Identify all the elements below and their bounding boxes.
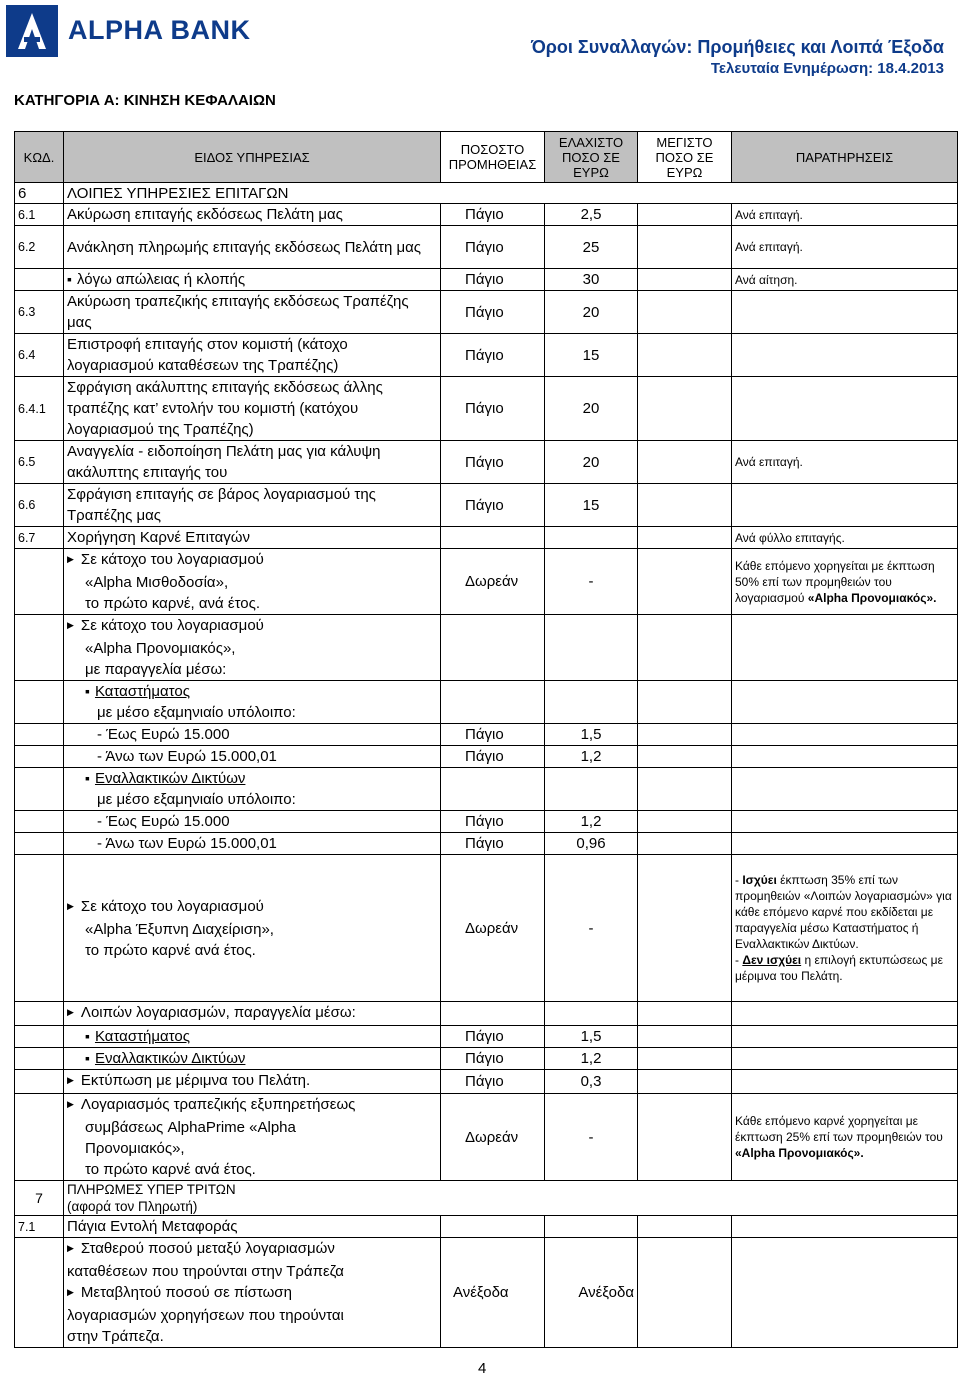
- row-max: [638, 549, 732, 615]
- row-desc: Χορήγηση Καρνέ Επιταγών: [64, 527, 441, 549]
- row-pct: Πάγιο: [441, 226, 545, 269]
- table-row: [15, 833, 958, 855]
- row-min: -: [545, 549, 638, 615]
- row-desc: Επιστροφή επιταγής στον κομιστή (κάτοχο λογαριασμού καταθέσεων της Τραπέζης): [64, 334, 441, 377]
- row-min: [545, 1216, 638, 1238]
- row-pct: Πάγιο: [441, 484, 545, 527]
- row-pct: Δωρεάν: [441, 549, 545, 615]
- table-row: [15, 681, 958, 724]
- row-min: [545, 768, 638, 811]
- row-max: [638, 724, 732, 746]
- bullet-triangle-icon: [67, 898, 81, 915]
- row-desc-line: το πρώτο καρνέ ανά έτος.: [85, 941, 256, 959]
- table-row: [15, 226, 958, 269]
- row-pct: Πάγιο: [441, 204, 545, 226]
- row-desc-line: Σταθερού ποσού μεταξύ λογαριασμών: [80, 1240, 335, 1257]
- row-desc-line: Λοιπών λογαριασμών, παραγγελία μέσω:: [80, 1004, 356, 1021]
- header-service: ΕΙΔΟΣ ΥΠΗΡΕΣΙΑΣ: [64, 132, 441, 183]
- row-desc-line: - Έως Ευρώ 15.000: [97, 813, 230, 830]
- row-desc-line: «Alpha Προνομιακός»,: [85, 640, 236, 657]
- row-code: [15, 833, 64, 855]
- row-min: 25: [545, 226, 638, 269]
- table-row: [15, 724, 958, 746]
- remark-text: -: [735, 953, 743, 967]
- row-min: 20: [545, 377, 638, 441]
- row-max: [638, 226, 732, 269]
- row-min: 0,3: [545, 1070, 638, 1094]
- row-code: [15, 1070, 64, 1094]
- row-desc-line: με μέσο εξαμηνιαίο υπόλοιπο:: [97, 704, 296, 721]
- row-max: [638, 768, 732, 811]
- bullet-triangle-icon: [67, 617, 81, 634]
- row-pct: [441, 527, 545, 549]
- row-desc: Ακύρωση επιταγής εκδόσεως Πελάτη μας: [64, 204, 441, 226]
- row-max: [638, 1026, 732, 1048]
- table-row: [15, 334, 958, 377]
- row-desc: [64, 746, 441, 768]
- row-desc-line: Καταστήματος: [94, 1028, 190, 1045]
- table-row: [15, 1048, 958, 1070]
- row-max: [638, 811, 732, 833]
- row-remark: [732, 746, 958, 768]
- row-code: 6.5: [15, 441, 64, 484]
- section-row: [15, 183, 958, 204]
- row-remark: [732, 855, 958, 1002]
- row-min: [545, 527, 638, 549]
- row-min: 1,2: [545, 1048, 638, 1070]
- row-desc-line: Προνομιακός»,: [85, 1140, 185, 1157]
- row-remark: [732, 833, 958, 855]
- header-remarks: ΠΑΡΑΤΗΡΗΣΕΙΣ: [732, 132, 958, 183]
- row-desc: Ακύρωση τραπεζικής επιταγής εκδόσεως Τραπέζης μας: [64, 291, 441, 334]
- row-desc-line: «Alpha Μισθοδοσία»,: [85, 574, 229, 591]
- row-code: [15, 1048, 64, 1070]
- row-max: [638, 1002, 732, 1026]
- row-desc-line: καταθέσεων που τηρούνται στην Τράπεζα: [67, 1263, 344, 1280]
- row-max: [638, 746, 732, 768]
- row-desc: [64, 1070, 441, 1094]
- row-min: 30: [545, 269, 638, 291]
- remark-text: έκπτωση 35% επί των προμηθειών «Λοιπών λογαριασμών» για κάθε επόμενο καρνέ που εκδίδεται με παραγγελία μέσω Καταστήματος ή Εναλλακτικών Δικτύων.: [735, 873, 952, 951]
- row-desc-line: στην Τράπεζα.: [67, 1328, 164, 1345]
- row-desc-text: λόγω απώλειας ή κλοπής: [76, 271, 246, 288]
- table-row: [15, 377, 958, 441]
- row-pct: Ανέξοδα: [441, 1238, 545, 1348]
- row-code: 6.3: [15, 291, 64, 334]
- row-max: [638, 681, 732, 724]
- table-row: [15, 291, 958, 334]
- bullet-square-icon: [85, 1028, 95, 1045]
- row-code: [15, 1238, 64, 1348]
- row-code: [15, 855, 64, 1002]
- row-desc: [64, 1026, 441, 1048]
- row-code: 7.1: [15, 1216, 64, 1238]
- row-min: 20: [545, 441, 638, 484]
- row-max: [638, 855, 732, 1002]
- row-desc-line: «Alpha Έξυπνη Διαχείριση»,: [85, 920, 274, 938]
- row-max: [638, 441, 732, 484]
- row-max: [638, 1070, 732, 1094]
- row-min: 15: [545, 334, 638, 377]
- row-code: 6.7: [15, 527, 64, 549]
- header-pct: ΠΟΣΟΣΤΟ ΠΡΟΜΗΘΕΙΑΣ: [441, 132, 545, 183]
- row-desc: [64, 681, 441, 724]
- row-desc: [64, 1002, 441, 1026]
- row-min: 1,2: [545, 746, 638, 768]
- row-min: 0,96: [545, 833, 638, 855]
- bullet-triangle-icon: [67, 551, 81, 568]
- row-desc-line: Σε κάτοχο του λογαριασμού: [80, 617, 264, 634]
- row-code: [15, 269, 64, 291]
- row-desc-line: με μέσο εξαμηνιαίο υπόλοιπο:: [97, 791, 296, 808]
- row-remark: [732, 484, 958, 527]
- table-row: [15, 1002, 958, 1026]
- remark-text: Κάθε επόμενο καρνέ χορηγείται με έκπτωση 25% επί των προμηθειών του: [735, 1114, 943, 1144]
- table-row: [15, 1238, 958, 1348]
- row-remark: Ανά επιταγή.: [732, 204, 958, 226]
- row-desc: Αναγγελία - ειδοποίηση Πελάτη μας για κάλυψη ακάλυπτης επιταγής του: [64, 441, 441, 484]
- section-code: 6: [15, 183, 64, 204]
- section-row: [15, 1181, 958, 1216]
- row-pct: [441, 615, 545, 681]
- row-pct: Πάγιο: [441, 1048, 545, 1070]
- row-desc-line: Λογαριασμός τραπεζικής εξυπηρετήσεως: [80, 1096, 356, 1113]
- table-row: [15, 269, 958, 291]
- row-desc-line: το πρώτο καρνέ ανά έτος.: [85, 1161, 256, 1178]
- row-remark: [732, 1094, 958, 1181]
- remark-text: Κάθε επόμενο χορηγείται με έκπτωση 50% επί των προμηθειών του λογαριασμού: [735, 558, 935, 605]
- row-remark: [732, 334, 958, 377]
- row-code: [15, 615, 64, 681]
- table-row: [15, 1026, 958, 1048]
- row-remark: [732, 1238, 958, 1348]
- row-pct: Πάγιο: [441, 746, 545, 768]
- row-min: [545, 681, 638, 724]
- section-title-line: ΠΛΗΡΩΜΕΣ ΥΠΕΡ ΤΡΙΤΩΝ: [67, 1182, 236, 1197]
- category-title: ΚΑΤΗΓΟΡΙΑ Α: ΚΙΝΗΣΗ ΚΕΦΑΛΑΙΩΝ: [14, 92, 276, 109]
- last-updated: Τελευταία Ενημέρωση: 18.4.2013: [710, 60, 944, 77]
- row-desc-line: - Άνω των Ευρώ 15.000,01: [97, 748, 277, 765]
- row-max: [638, 1048, 732, 1070]
- header-code: ΚΩΔ.: [15, 132, 64, 183]
- row-min: Ανέξοδα: [545, 1238, 638, 1348]
- section-title: [64, 1181, 958, 1216]
- row-remark: [732, 811, 958, 833]
- row-code: [15, 746, 64, 768]
- row-desc: [64, 1048, 441, 1070]
- row-max: [638, 833, 732, 855]
- row-max: [638, 484, 732, 527]
- bullet-triangle-icon: [67, 1096, 81, 1113]
- row-code: 6.6: [15, 484, 64, 527]
- row-code: 6.1: [15, 204, 64, 226]
- row-desc: Πάγια Εντολή Μεταφοράς: [64, 1216, 441, 1238]
- table-row: [15, 811, 958, 833]
- bullet-triangle-icon: [67, 1240, 81, 1257]
- row-max: [638, 204, 732, 226]
- row-pct: Πάγιο: [441, 1026, 545, 1048]
- row-desc-line: συμβάσεως AlphaPrime «Alpha: [85, 1119, 296, 1136]
- row-desc: Σφράγιση ακάλυπτης επιταγής εκδόσεως άλλης τραπέζης κατ’ εντολήν του κομιστή (κατόχου λογαριασμού της Τραπέζης): [64, 377, 441, 441]
- row-remark: Ανά φύλλο επιταγής.: [732, 527, 958, 549]
- row-desc: [64, 855, 441, 1002]
- row-pct: Δωρεάν: [441, 1094, 545, 1181]
- bullet-triangle-icon: [67, 1284, 81, 1301]
- row-desc-line: λογαριασμών χορηγήσεων που τηρούνται: [67, 1307, 344, 1324]
- bullet-triangle-icon: [67, 1004, 81, 1021]
- row-desc: [64, 1094, 441, 1181]
- bullet-square-icon: [67, 271, 77, 288]
- bullet-square-icon: [85, 1050, 95, 1067]
- row-desc: [64, 269, 441, 291]
- row-remark: [732, 1002, 958, 1026]
- row-desc-line: - Έως Ευρώ 15.000: [97, 726, 230, 743]
- row-code: 6.4: [15, 334, 64, 377]
- row-remark: [732, 1070, 958, 1094]
- table-row: [15, 549, 958, 615]
- row-desc-line: Εναλλακτικών Δικτύων: [94, 770, 246, 787]
- fees-table: [14, 131, 958, 1348]
- row-desc-line: Σε κάτοχο του λογαριασμού: [80, 551, 264, 568]
- header-max: ΜΕΓΙΣΤΟ ΠΟΣΟ ΣΕ ΕΥΡΩ: [638, 132, 732, 183]
- remark-bold: «Alpha Προνομιακός».: [807, 590, 937, 605]
- row-desc-line: Καταστήματος: [94, 683, 190, 700]
- row-remark: Ανά αίτηση.: [732, 269, 958, 291]
- row-max: [638, 269, 732, 291]
- row-desc: Ανάκληση πληρωμής επιταγής εκδόσεως Πελάτη μας: [64, 226, 441, 269]
- row-desc: [64, 1238, 441, 1348]
- row-remark: [732, 377, 958, 441]
- row-pct: Πάγιο: [441, 377, 545, 441]
- row-max: [638, 1094, 732, 1181]
- row-desc: [64, 768, 441, 811]
- row-remark: [732, 1026, 958, 1048]
- row-code: 6.2: [15, 226, 64, 269]
- table-row: [15, 1216, 958, 1238]
- row-pct: Πάγιο: [441, 269, 545, 291]
- row-remark: [732, 291, 958, 334]
- row-min: 1,5: [545, 1026, 638, 1048]
- row-pct: Πάγιο: [441, 811, 545, 833]
- section-title-line: (αφορά τον Πληρωτή): [67, 1199, 198, 1214]
- row-code: [15, 1002, 64, 1026]
- row-desc-line: με παραγγελία μέσω:: [85, 661, 227, 678]
- table-row: [15, 1070, 958, 1094]
- row-min: [545, 1002, 638, 1026]
- row-code: [15, 724, 64, 746]
- row-code: [15, 768, 64, 811]
- table-row: [15, 615, 958, 681]
- row-max: [638, 527, 732, 549]
- row-desc: [64, 833, 441, 855]
- row-min: 1,2: [545, 811, 638, 833]
- row-pct: Δωρεάν: [441, 855, 545, 1002]
- row-remark: [732, 681, 958, 724]
- row-desc: [64, 811, 441, 833]
- row-remark: [732, 724, 958, 746]
- row-pct: Πάγιο: [441, 724, 545, 746]
- row-remark: Ανά επιταγή.: [732, 226, 958, 269]
- row-pct: Πάγιο: [441, 291, 545, 334]
- bullet-triangle-icon: [67, 1072, 81, 1089]
- row-pct: Πάγιο: [441, 1070, 545, 1094]
- row-min: 15: [545, 484, 638, 527]
- table-row: [15, 441, 958, 484]
- row-pct: Πάγιο: [441, 334, 545, 377]
- row-desc: [64, 724, 441, 746]
- row-max: [638, 1238, 732, 1348]
- table-row: [15, 746, 958, 768]
- row-remark: [732, 615, 958, 681]
- row-desc-line: - Άνω των Ευρώ 15.000,01: [97, 835, 277, 852]
- row-desc: [64, 615, 441, 681]
- row-pct: [441, 768, 545, 811]
- row-pct: [441, 1216, 545, 1238]
- row-desc-line: Εναλλακτικών Δικτύων: [94, 1050, 246, 1067]
- row-desc-line: Σε κάτοχο του λογαριασμού: [80, 897, 264, 915]
- row-pct: [441, 1002, 545, 1026]
- remark-bold: «Alpha Προνομιακός».: [735, 1146, 864, 1160]
- table-row: [15, 855, 958, 1002]
- row-pct: Πάγιο: [441, 833, 545, 855]
- table-row: [15, 527, 958, 549]
- row-pct: [441, 681, 545, 724]
- row-min: 20: [545, 291, 638, 334]
- brand-name: ALPHA BANK: [68, 15, 251, 45]
- remark-bold: Δεν ισχύει: [742, 953, 802, 967]
- alpha-bank-logo: [6, 5, 266, 53]
- remark-text: -: [735, 873, 743, 887]
- section-title: ΛΟΙΠΕΣ ΥΠΗΡΕΣΙΕΣ ΕΠΙΤΑΓΩΝ: [64, 183, 958, 204]
- bullet-square-icon: [85, 683, 95, 700]
- remark-bold: Ισχύει: [742, 873, 777, 887]
- row-code: [15, 1094, 64, 1181]
- row-remark: Ανά επιταγή.: [732, 441, 958, 484]
- header-min: ΕΛΑΧΙΣΤΟ ΠΟΣΟ ΣΕ ΕΥΡΩ: [545, 132, 638, 183]
- page-number: 4: [478, 1360, 487, 1377]
- row-remark: [732, 768, 958, 811]
- row-max: [638, 334, 732, 377]
- row-code: [15, 1026, 64, 1048]
- row-desc-line: Μεταβλητού ποσού σε πίστωση: [80, 1284, 292, 1301]
- row-remark: [732, 549, 958, 615]
- table-row: [15, 204, 958, 226]
- row-code: [15, 811, 64, 833]
- table-header-row: [15, 132, 958, 183]
- row-pct: Πάγιο: [441, 441, 545, 484]
- table-row: [15, 768, 958, 811]
- row-min: -: [545, 1094, 638, 1181]
- alpha-logo-icon: [6, 5, 58, 57]
- row-max: [638, 377, 732, 441]
- remark-text: η επιλογή εκτυπώσεως με μέριμνα του Πελάτη.: [735, 953, 943, 983]
- table-row: [15, 1094, 958, 1181]
- row-desc: Σφράγιση επιταγής σε βάρος λογαριασμού της Τραπέζης μας: [64, 484, 441, 527]
- row-min: 1,5: [545, 724, 638, 746]
- row-min: -: [545, 855, 638, 1002]
- row-max: [638, 1216, 732, 1238]
- row-min: [545, 615, 638, 681]
- section-code: 7: [15, 1181, 64, 1216]
- row-desc-line: το πρώτο καρνέ, ανά έτος.: [85, 595, 261, 612]
- row-desc-line: Εκτύπωση με μέριμνα του Πελάτη.: [80, 1072, 311, 1089]
- row-min: 2,5: [545, 204, 638, 226]
- bullet-square-icon: [85, 770, 95, 787]
- row-code: [15, 681, 64, 724]
- row-remark: [732, 1048, 958, 1070]
- document-title: Όροι Συναλλαγών: Προμήθειες και Λοιπά Έξοδα: [530, 37, 944, 57]
- row-code: 6.4.1: [15, 377, 64, 441]
- table-row: [15, 484, 958, 527]
- row-desc: [64, 549, 441, 615]
- row-remark: [732, 1216, 958, 1238]
- row-code: [15, 549, 64, 615]
- row-max: [638, 291, 732, 334]
- row-max: [638, 615, 732, 681]
